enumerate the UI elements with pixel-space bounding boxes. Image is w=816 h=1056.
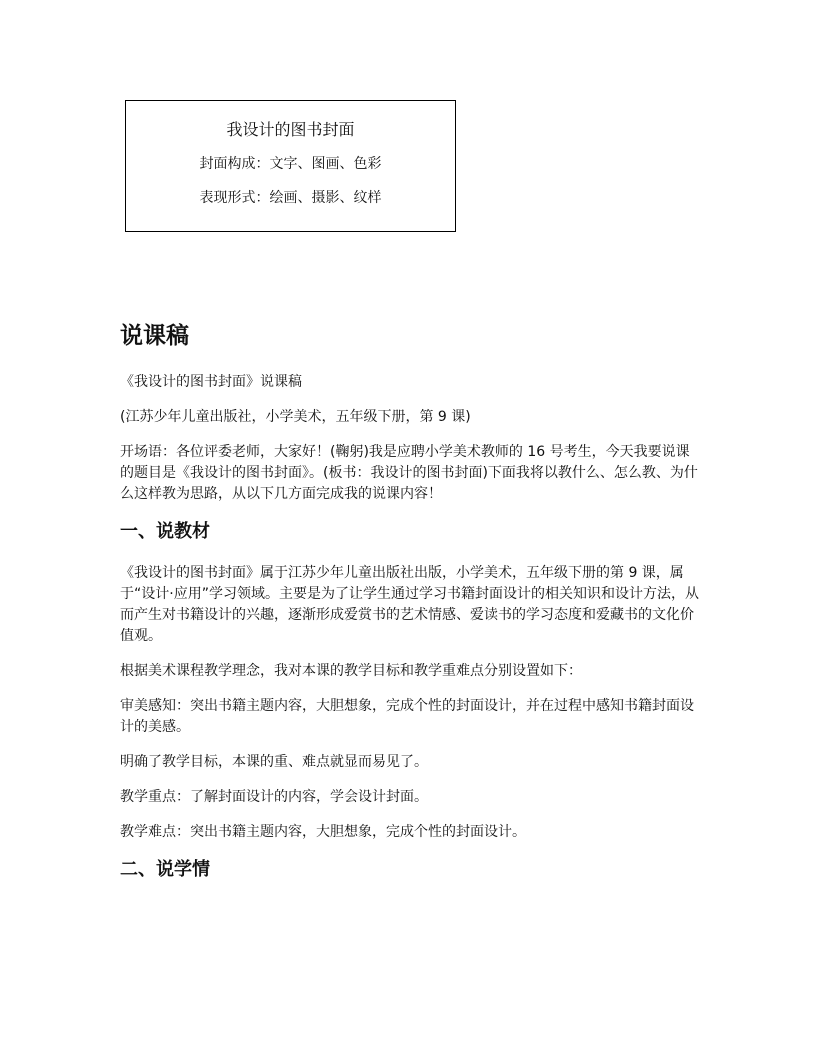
objectives-intro: 根据美术课程教学理念，我对本课的教学目标和教学重难点分别设置如下： bbox=[120, 663, 582, 679]
opening-paragraph: 开场语：各位评委老师，大家好！(鞠躬)我是应聘小学美术教师的 16 号考生，今天我要说课的题目是《我设计的图书封面》。(板书：我设计的图书封面)下面我将以教什么、怎么教、为什么这样教为思路，从以下几方面完成我的说课内容！ bbox=[120, 444, 698, 502]
key-point: 教学重点：了解封面设计的内容，学会设计封面。 bbox=[120, 789, 428, 805]
doc-subtitle: 《我设计的图书封面》说课稿 bbox=[120, 374, 302, 390]
aesthetic-objective: 审美感知：突出书籍主题内容，大胆想象，完成个性的封面设计，并在过程中感知书籍封面设计的美感。 bbox=[120, 698, 694, 735]
difficult-point: 教学难点：突出书籍主题内容，大胆想象，完成个性的封面设计。 bbox=[120, 824, 526, 840]
document-body bbox=[120, 320, 700, 901]
box-line-forms: 表现形式：绘画、摄影、纹样 bbox=[199, 190, 382, 206]
textbook-paragraph: 《我设计的图书封面》属于江苏少年儿童出版社出版，小学美术，五年级下册的第 9 课，属于“设计·应用”学习领域。主要是为了让学生通过学习书籍封面设计的相关知识和设计方法，从而产生对书籍设计的兴趣，逐渐形成爱赏书的艺术情感、爱读书的学习态度和爱藏书的文化价值观。 bbox=[120, 565, 699, 644]
blackboard-summary-box bbox=[125, 100, 456, 232]
doc-source: (江苏少年儿童出版社，小学美术，五年级下册，第 9 课) bbox=[120, 409, 471, 425]
box-line-composition: 封面构成：文字、图画、色彩 bbox=[199, 156, 382, 172]
section-heading-students: 二、说学情 bbox=[120, 859, 210, 880]
page-title: 说课稿 bbox=[120, 323, 189, 349]
section-heading-textbook: 一、说教材 bbox=[120, 521, 210, 542]
key-points-intro: 明确了教学目标，本课的重、难点就显而易见了。 bbox=[120, 754, 428, 770]
box-title: 我设计的图书封面 bbox=[226, 120, 355, 139]
